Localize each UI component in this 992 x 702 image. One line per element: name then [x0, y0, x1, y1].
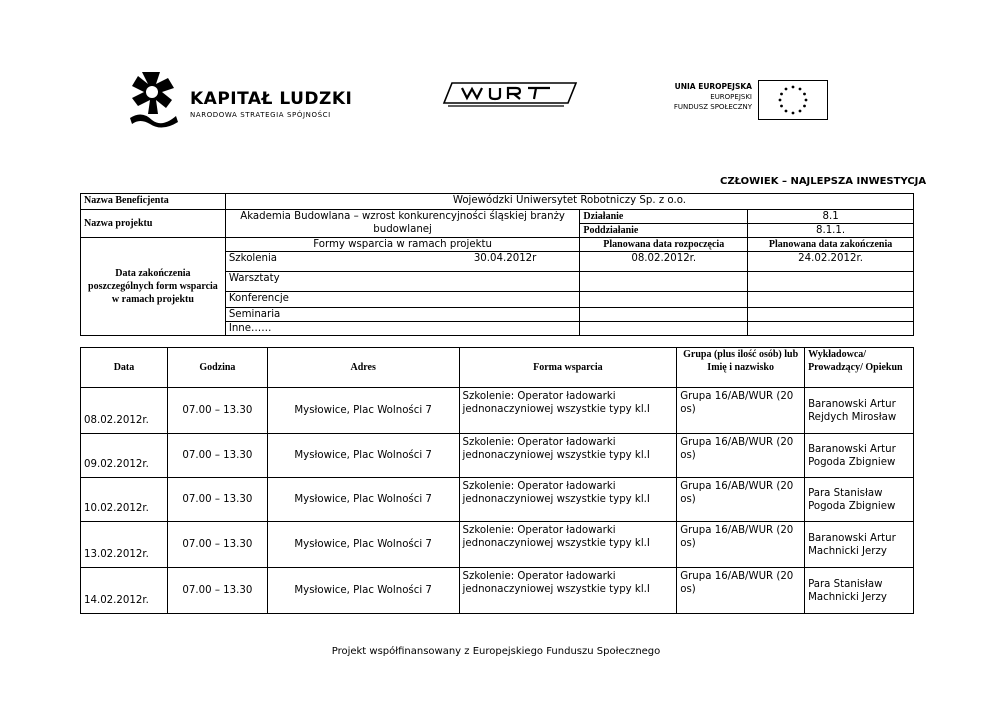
row-group: Grupa 16/AB/WUR (20 os) [677, 568, 805, 614]
start-date-label: Planowana data rozpoczęcia [580, 238, 748, 252]
table-row [81, 388, 914, 434]
kapital-ludzki-title: KAPITAŁ LUDZKI [190, 89, 353, 109]
kapital-ludzki-subtitle: NARODOWA STRATEGIA SPÓJNOŚCI [190, 111, 331, 119]
form-end-date [748, 292, 914, 308]
form-name: Warsztaty [225, 272, 580, 292]
form-end-date [748, 272, 914, 292]
row-form: Szkolenie: Operator ładowarki jednonaczyniowej wszystkie typy kl.I [459, 568, 677, 614]
eu-flag-icon [758, 80, 828, 120]
unia-europejska-logo [640, 80, 830, 120]
row-address: Mysłowice, Plac Wolności 7 [267, 522, 459, 568]
form-row [225, 252, 580, 272]
wur-emblem-icon [440, 79, 580, 109]
trainer-name: Machnicki Jerzy [808, 591, 887, 603]
row-address: Mysłowice, Plac Wolności 7 [267, 388, 459, 434]
trainer-name: Para Stanisław [808, 487, 883, 499]
col-date: Data [81, 348, 168, 388]
row-time: 07.00 – 13.30 [167, 388, 267, 434]
form-end-date: 24.02.2012r. [748, 252, 914, 272]
form-name: Konferencje [225, 292, 580, 308]
row-address: Mysłowice, Plac Wolności 7 [267, 434, 459, 478]
beneficiary-label: Nazwa Beneficjenta [81, 194, 226, 210]
trainer-name: Baranowski Artur [808, 443, 896, 455]
logo-bar [0, 0, 992, 140]
row-time: 07.00 – 13.30 [167, 434, 267, 478]
wur-logo [440, 79, 580, 109]
row-trainer [805, 388, 914, 434]
poddzialanie-value: 8.1.1. [748, 224, 914, 238]
form-name: Inne…… [225, 322, 580, 336]
row-form: Szkolenie: Operator ładowarki jednonaczyniowej wszystkie typy kl.I [459, 388, 677, 434]
row-date: 10.02.2012r. [81, 478, 168, 522]
ue-line-3: FUNDUSZ SPOŁECZNY [673, 103, 752, 111]
row-date: 13.02.2012r. [81, 522, 168, 568]
col-trainer: Wykładowca/ Prowadzący/ Opiekun [805, 348, 914, 388]
row-address: Mysłowice, Plac Wolności 7 [267, 478, 459, 522]
row-address: Mysłowice, Plac Wolności 7 [267, 568, 459, 614]
table-row [81, 434, 914, 478]
kapital-ludzki-emblem-icon [122, 70, 184, 130]
row-group: Grupa 16/AB/WUR (20 os) [677, 522, 805, 568]
row-trainer [805, 568, 914, 614]
dzialanie-label: Działanie [580, 210, 748, 224]
forms-label: Formy wsparcia w ramach projektu [225, 238, 580, 252]
trainer-name: Pogoda Zbigniew [808, 456, 896, 468]
form-start-date [580, 308, 748, 322]
row-trainer [805, 522, 914, 568]
row-time: 07.00 – 13.30 [167, 522, 267, 568]
col-address: Adres [267, 348, 459, 388]
row-group: Grupa 16/AB/WUR (20 os) [677, 388, 805, 434]
table-row [81, 522, 914, 568]
row-date: 09.02.2012r. [81, 434, 168, 478]
row-date: 14.02.2012r. [81, 568, 168, 614]
trainer-name: Rejdych Mirosław [808, 411, 897, 423]
row-group: Grupa 16/AB/WUR (20 os) [677, 434, 805, 478]
row-time: 07.00 – 13.30 [167, 478, 267, 522]
row-time: 07.00 – 13.30 [167, 568, 267, 614]
row-form: Szkolenie: Operator ładowarki jednonaczyniowej wszystkie typy kl.I [459, 434, 677, 478]
project-label: Nazwa projektu [81, 210, 226, 238]
trainer-name: Pogoda Zbigniew [808, 500, 896, 512]
table-row [81, 568, 914, 614]
col-time: Godzina [167, 348, 267, 388]
ue-line-1: UNIA EUROPEJSKA [674, 82, 752, 91]
trainer-name: Baranowski Artur [808, 398, 896, 410]
end-dates-label: Data zakończenia poszczególnych form wsparcia w ramach projektu [81, 238, 226, 336]
row-form: Szkolenie: Operator ładowarki jednonaczyniowej wszystkie typy kl.I [459, 522, 677, 568]
schedule-table [80, 347, 914, 614]
form-finish-date: 30.04.2012r [473, 253, 537, 264]
row-form: Szkolenie: Operator ładowarki jednonaczyniowej wszystkie typy kl.I [459, 478, 677, 522]
trainer-name: Machnicki Jerzy [808, 545, 887, 557]
poddzialanie-label: Poddziałanie [580, 224, 748, 238]
form-start-date [580, 322, 748, 336]
row-trainer [805, 478, 914, 522]
form-start-date [580, 272, 748, 292]
kapital-ludzki-logo [122, 70, 362, 130]
trainer-name: Para Stanisław [808, 578, 883, 590]
form-end-date [748, 322, 914, 336]
form-start-date: 08.02.2012r. [580, 252, 748, 272]
table-row [81, 478, 914, 522]
row-trainer [805, 434, 914, 478]
end-date-label: Planowana data zakończenia [748, 238, 914, 252]
form-end-date [748, 308, 914, 322]
motto: CZŁOWIEK – NAJLEPSZA INWESTYCJA [720, 176, 927, 187]
col-form: Forma wsparcia [459, 348, 677, 388]
row-date: 08.02.2012r. [81, 388, 168, 434]
form-name: Szkolenia [228, 253, 278, 264]
form-start-date [580, 292, 748, 308]
col-group: Grupa (plus ilość osób) lub Imię i nazwisko [677, 348, 805, 388]
dzialanie-value: 8.1 [748, 210, 914, 224]
footer-note: Projekt współfinansowany z Europejskiego Funduszu Społecznego [331, 646, 661, 657]
beneficiary-value: Wojewódzki Uniwersytet Robotniczy Sp. z o.o. [225, 194, 913, 210]
ue-line-2: EUROPEJSKI [710, 93, 752, 101]
row-group: Grupa 16/AB/WUR (20 os) [677, 478, 805, 522]
project-value: Akademia Budowlana – wzrost konkurencyjności śląskiej branży budowlanej [225, 210, 580, 238]
project-info-table [80, 193, 914, 336]
form-name: Seminaria [225, 308, 580, 322]
trainer-name: Baranowski Artur [808, 532, 896, 544]
